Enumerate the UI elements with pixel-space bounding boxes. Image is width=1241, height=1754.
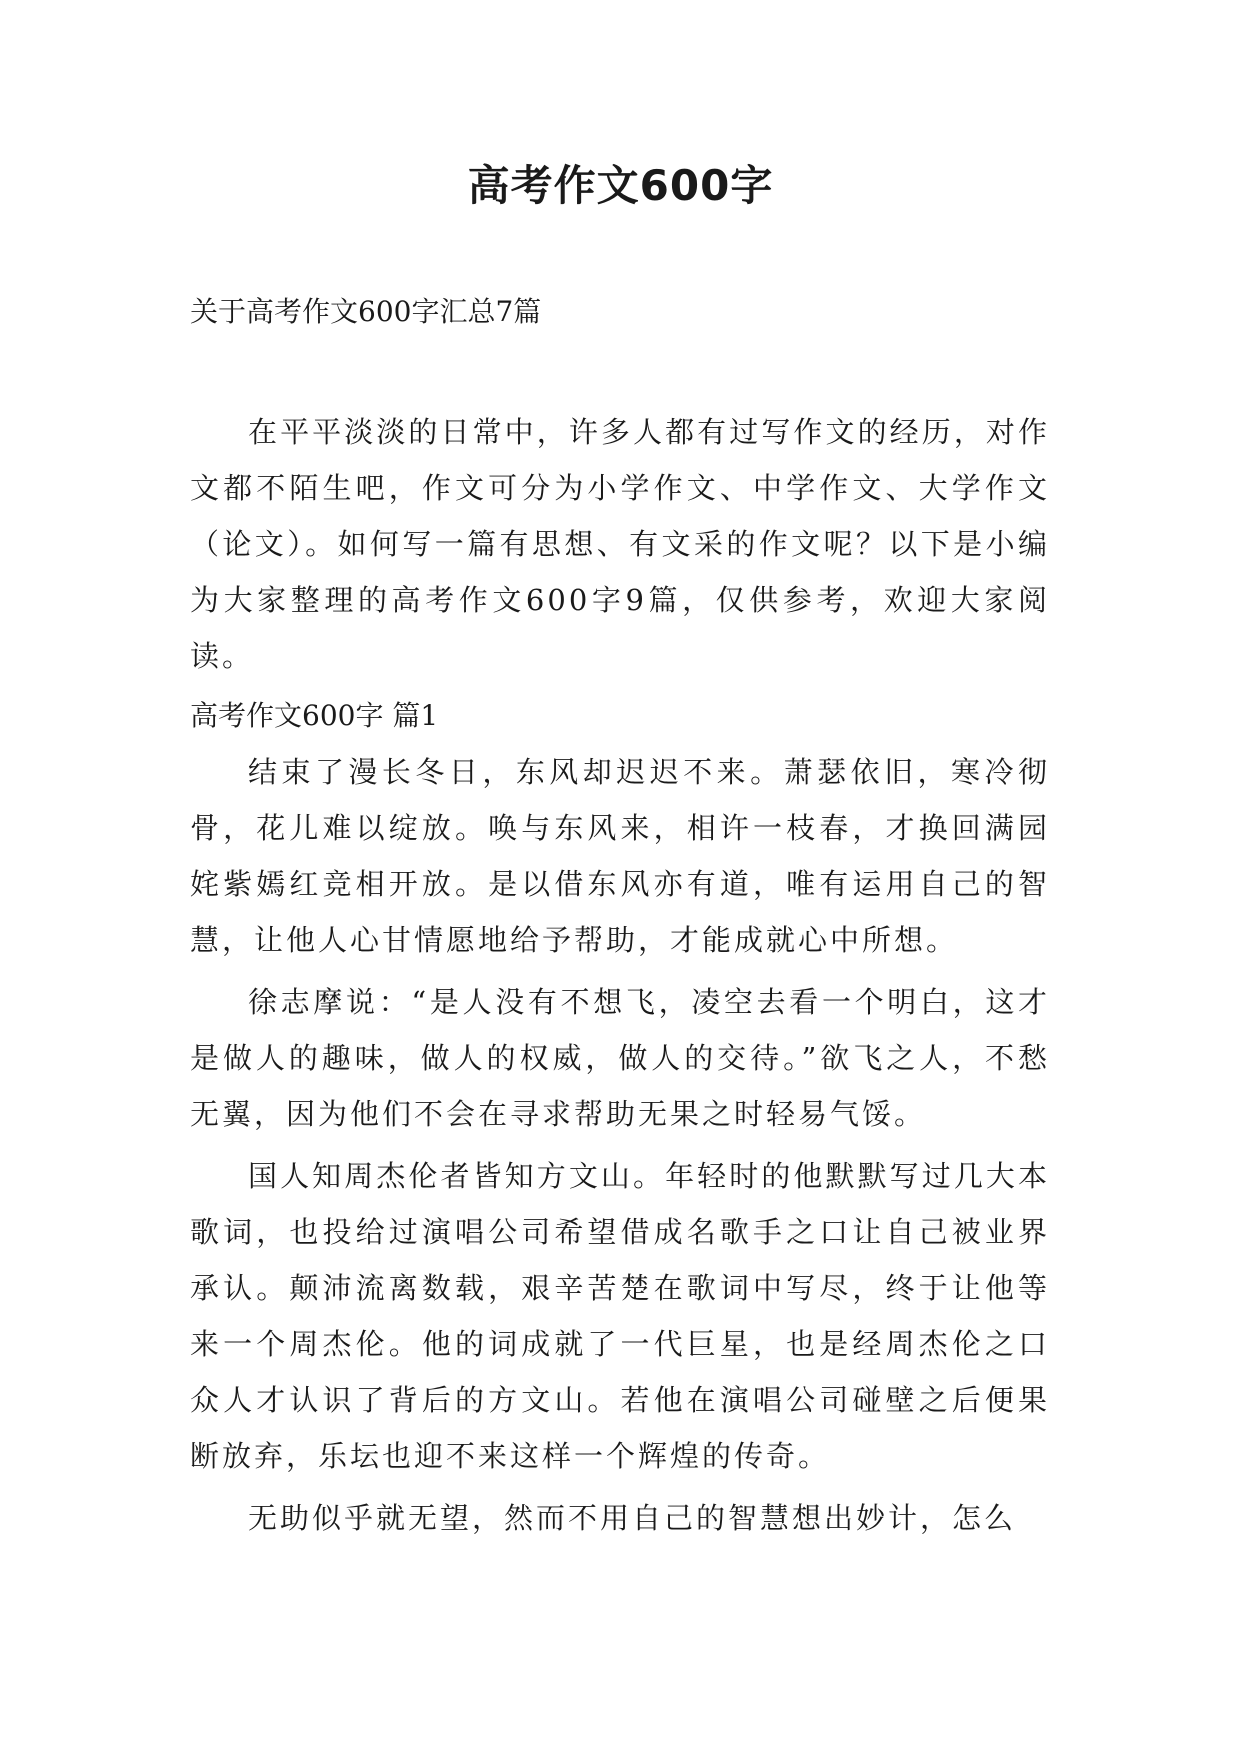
body-paragraph: 结束了漫长冬日，东风却迟迟不来。萧瑟依旧，寒冷彻骨，花儿难以绽放。唤与东风来，相许一枝春，才换回满园姹紫嫣红竞相开放。是以借东风亦有道，唯有运用自己的智慧，让他人心甘情愿地给予帮助，才能成就心中所想。 (190, 755, 1050, 957)
section-heading: 高考作文600字 篇1 (190, 699, 439, 732)
body-paragraph: 国人知周杰伦者皆知方文山。年轻时的他默默写过几大本歌词，也投给过演唱公司希望借成名歌手之口让自己被业界承认。颠沛流离数载，艰辛苦楚在歌词中写尽，终于让他等来一个周杰伦。他的词成就了一代巨星，也是经周杰伦之口众人才认识了背后的方文山。若他在演唱公司碰壁之后便果断放弃，乐坛也迎不来这样一个辉煌的传奇。 (190, 1159, 1050, 1473)
document-subtitle: 关于高考作文600字汇总7篇 (190, 295, 542, 328)
intro-paragraph: 在平平淡淡的日常中，许多人都有过写作文的经历，对作文都不陌生吧，作文可分为小学作文、中学作文、大学作文（论文）。如何写一篇有思想、有文采的作文呢？以下是小编为大家整理的高考作文600字9篇，仅供参考，欢迎大家阅读。 (190, 415, 1050, 673)
body-paragraph: 徐志摩说：“是人没有不想飞，凌空去看一个明白，这才是做人的趣味，做人的权威，做人的交待。”欲飞之人，不愁无翼，因为他们不会在寻求帮助无果之时轻易气馁。 (190, 985, 1050, 1131)
body-paragraph: 无助似乎就无望，然而不用自己的智慧想出妙计，怎么 (248, 1501, 1017, 1535)
document-body (190, 404, 1050, 1546)
document-title: 高考作文600字 (467, 161, 774, 210)
